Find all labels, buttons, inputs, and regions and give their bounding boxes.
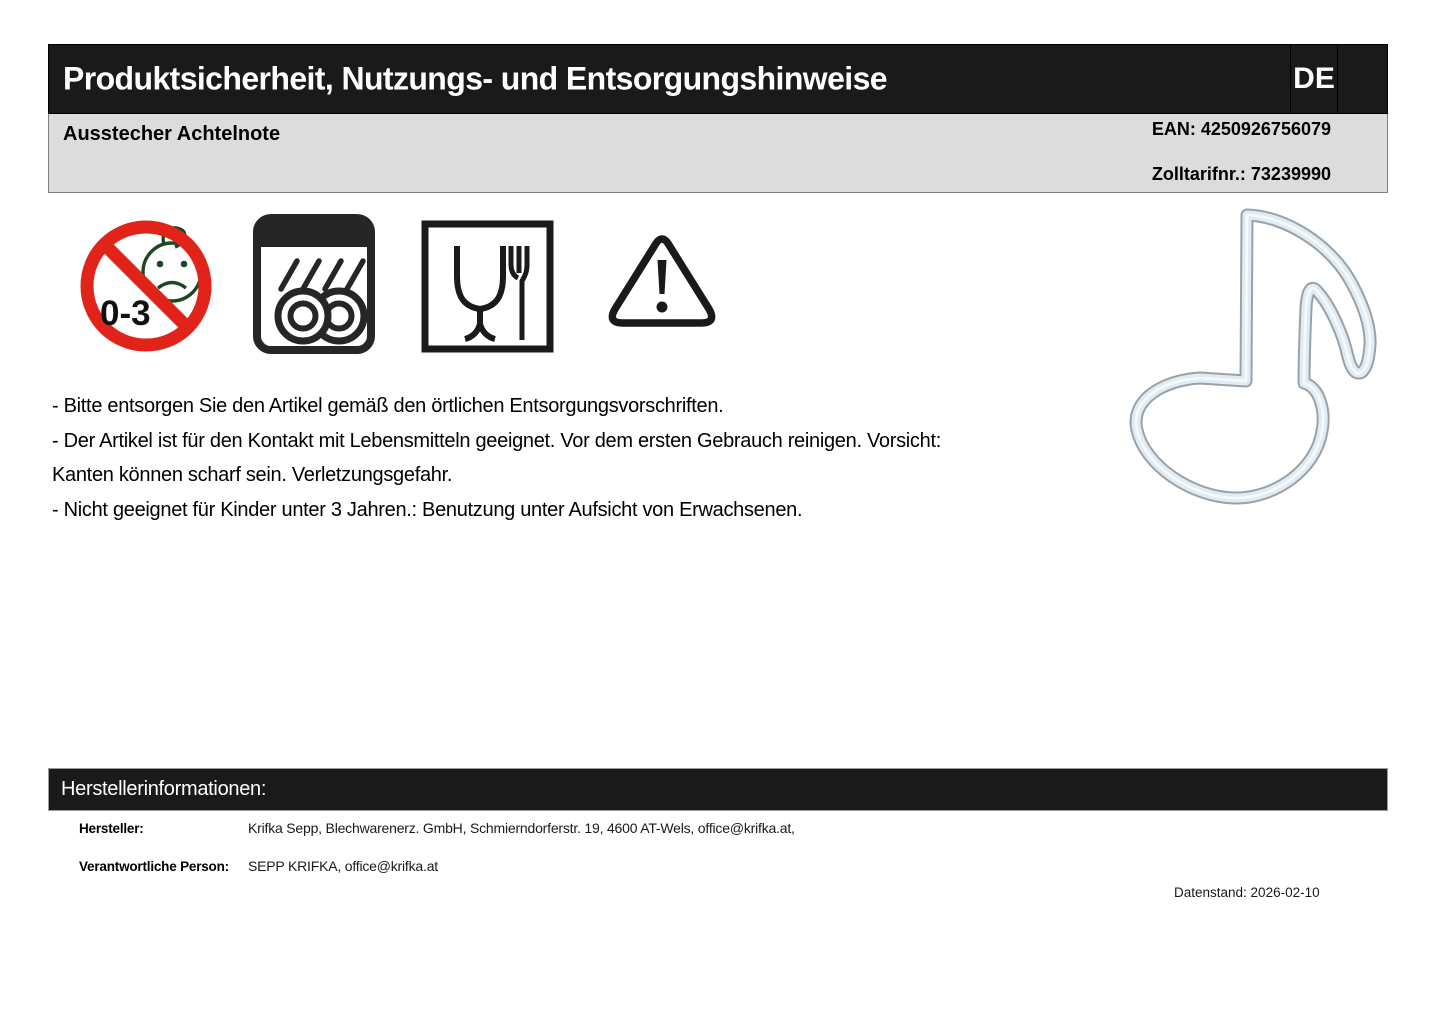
responsible-person-value: SEPP KRIFKA, office@krifka.at bbox=[248, 858, 438, 874]
dishwasher-safe-icon bbox=[253, 214, 375, 354]
manufacturer-section-header bbox=[48, 768, 1388, 811]
food-contact-safe-icon bbox=[421, 220, 554, 353]
manufacturer-value: Krifka Sepp, Blechwarenerz. GmbH, Schmierndorferstr. 19, 4600 AT-Wels, office@krifka.at, bbox=[248, 820, 795, 836]
warning-icon bbox=[601, 232, 723, 330]
page-title: Produktsicherheit, Nutzungs- und Entsorgungshinweise bbox=[63, 60, 887, 97]
product-name: Ausstecher Achtelnote bbox=[63, 123, 281, 145]
data-status-date: Datenstand: 2026-02-10 bbox=[1174, 885, 1320, 900]
manufacturer-label: Hersteller: bbox=[79, 821, 144, 836]
age-range-label: 0-3 bbox=[100, 294, 151, 333]
subheader-bar bbox=[48, 114, 1388, 193]
product-photo-eighth-note-cookie-cutter bbox=[1118, 200, 1398, 525]
note-line: - Nicht geeignet für Kinder unter 3 Jahren.: Benutzung unter Aufsicht von Erwachsenen. bbox=[52, 498, 803, 521]
note-line: Kanten können scharf sein. Verletzungsgefahr. bbox=[52, 464, 453, 486]
language-badge: DE bbox=[1290, 45, 1338, 113]
ean-number: EAN: 4250926756079 bbox=[1151, 119, 1331, 139]
safety-notes bbox=[52, 389, 1072, 527]
manufacturer-section-title: Herstellerinformationen: bbox=[61, 778, 267, 800]
note-line: - Der Artikel ist für den Kontakt mit Lebensmitteln geeignet. Vor dem ersten Gebrauch reinigen. Vorsicht: bbox=[52, 429, 941, 452]
responsible-person-label: Verantwortliche Person: bbox=[79, 859, 229, 874]
not-suitable-under-3-icon bbox=[78, 218, 214, 354]
customs-tariff-number: Zolltarifnr.: 73239990 bbox=[1151, 164, 1331, 184]
header-bar bbox=[48, 44, 1388, 114]
note-line: - Bitte entsorgen Sie den Artikel gemäß den örtlichen Entsorgungsvorschriften. bbox=[52, 395, 724, 417]
